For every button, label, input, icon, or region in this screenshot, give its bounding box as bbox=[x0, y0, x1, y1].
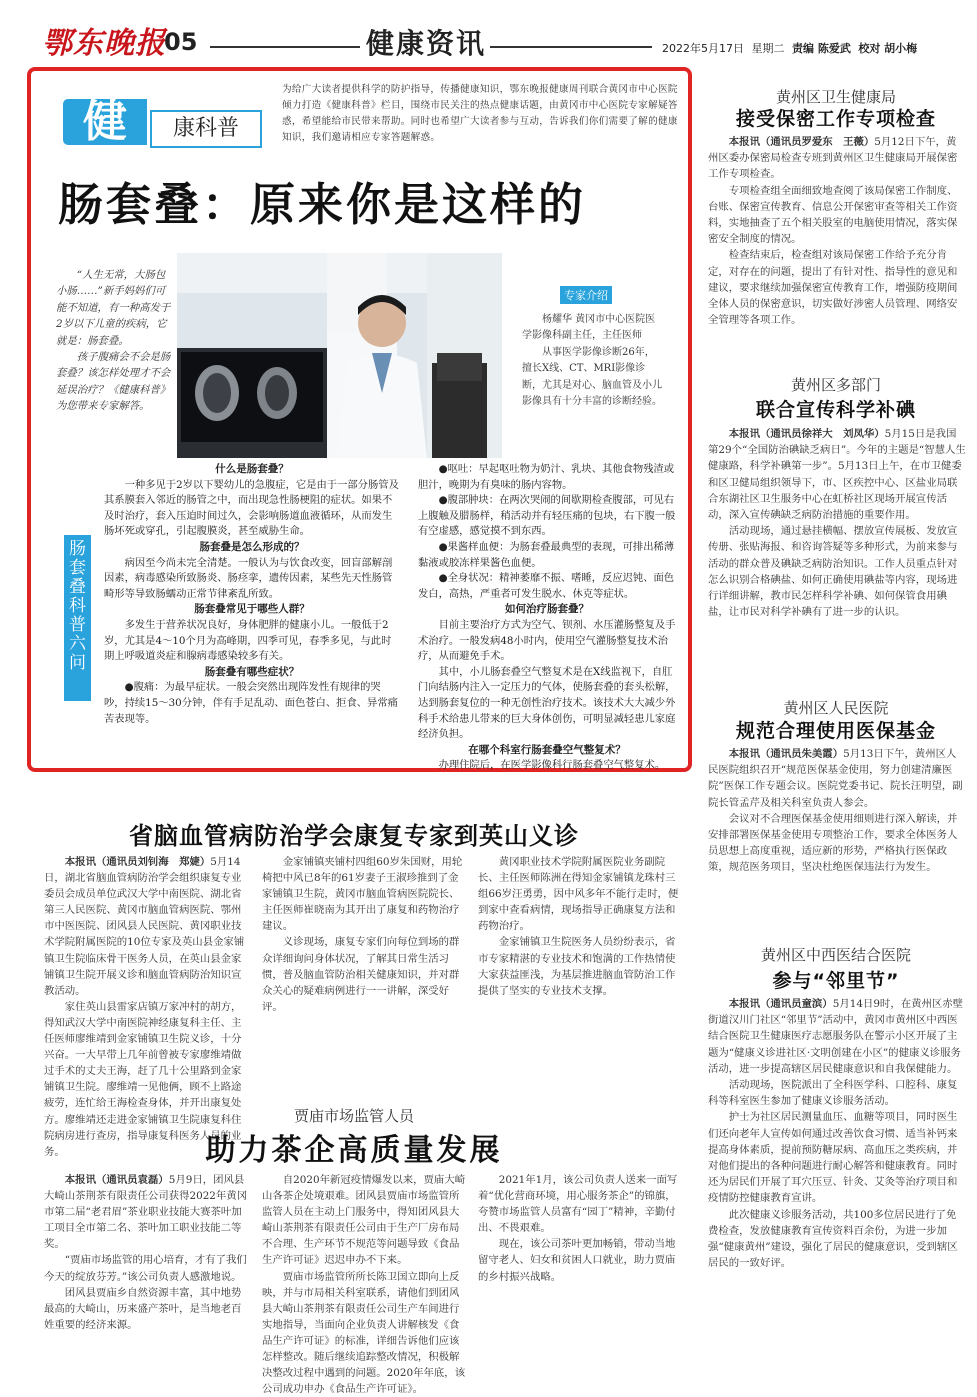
body-text: 5月13日下午，黄州区人民医院组织召开“规范医保基金使用，努力创建清廉医院”医保工作专题会议。医院党委书记、院长汪明望，副院长管孟芹及相关科室负责人参会。 bbox=[708, 748, 963, 809]
question-heading: 肠套叠有哪些症状？ bbox=[204, 665, 300, 678]
byline: 本报讯（通讯员童滨） bbox=[728, 998, 833, 1010]
article-column bbox=[262, 1172, 467, 1397]
vertical-label: 肠套叠科普六问 bbox=[64, 535, 91, 701]
byline: 本报讯（通讯员刘钊海 郑婕） bbox=[64, 856, 211, 868]
article-column bbox=[478, 854, 683, 999]
page-number: 05 bbox=[164, 28, 198, 56]
byline: 本报讯（通讯员罗爱东 王薇） bbox=[728, 136, 875, 148]
byline: 本报讯（通讯员徐祥大 刘凤华） bbox=[728, 428, 885, 440]
section-title: 健康资讯 bbox=[365, 27, 486, 60]
answer-paragraph: ●全身状况：精神萎靡不振、嗜睡，反应迟钝、面色发白，高热，严重者可发生脱水、休克等症状。 bbox=[418, 572, 675, 600]
body-paragraph: 活动现场，医院派出了全科医学科、口腔科、康复科等科室医生参加了健康义诊服务活动。 bbox=[708, 1079, 958, 1108]
issue-date: 2022年5月17日 bbox=[662, 42, 744, 55]
answer-paragraph: 多发生于营养状况良好，身体肥胖的健康小儿。一般低于2岁，尤其是4～10个月为高峰期，四季可见，春季多见，与此时期上呼吸道炎症和腺病毒感染较多有关。 bbox=[104, 618, 392, 663]
article-kicker: 黄州区人民医院 bbox=[783, 699, 889, 717]
answer-paragraph: 病因至今尚未完全清楚。一般认为与饮食改变，回盲部解剖因素，病毒感染所致肠炎、肠痉挛，遗传因素，某些先天性肠管畸形等导致肠蠕动正常节律紊乱所致。 bbox=[104, 556, 393, 600]
body-paragraph: 护士为社区居民测量血压、血糖等项目，同时医生们还向老年人宣传如何通过改善饮食习惯、适当补钙来提高身体素质，提前预防糖尿病、高血压之类疾病，并对他们提出的各种问题进行耐心解答和健康教育。同时还为居民们开展了耳穴压豆、针灸、艾灸等治疗项目和疫情防控健康教育宣讲。 bbox=[708, 1111, 958, 1205]
column-name: 康科普 bbox=[150, 110, 262, 148]
body-paragraph: 贾庙市场监管所所长陈卫国立即向上反映，并与市局相关科室联系，请他们到团风县大崎山茶荆茶有限责任公司生产车间进行实地指导，当面向企业负责人讲解核发《食品生产许可证》的标准，详细告诉他们应该怎样整改。随后继续追踪整改情况，积极解决整改过程中遇到的问题。2020年年底，该公司成功申办《食品生产许可证》。 bbox=[262, 1270, 466, 1396]
editor-credit: 责编 陈爱武 bbox=[792, 42, 851, 55]
answer-paragraph: 其中，小儿肠套叠空气整复术是在X线监视下，自肛门向结肠内注入一定压力的气体，使肠套叠的套头松解，达到肠套复位的一种无创性治疗技术。该技术大大减少外科手术给患儿带来的巨大身体创伤，可明显减轻患儿家庭经济负担。 bbox=[418, 665, 676, 741]
article-body bbox=[708, 134, 966, 328]
article-kicker: 黄州区卫生健康局 bbox=[775, 88, 896, 106]
article-headline: 省脑血管病防治学会康复专家到英山义诊 bbox=[129, 822, 579, 850]
doctor-photo bbox=[177, 253, 502, 458]
body-text: 5月14日，湖北省脑血管病防治学会组织康复专业委员会成员单位武汉大学中南医院、湖北省第三人民医院、黄冈市脑血管病医院、鄂州市中医医院、团风县人民医院、黄冈职业技术学院附属医院的10位专家及英山县金家铺镇卫生院临床骨干医务人员，在英山县金家铺镇卫生院开展义诊和脑血管病防治知识宣教活动。 bbox=[44, 856, 245, 997]
article-headline: 助力茶企高质量发展 bbox=[205, 1133, 503, 1168]
lead-paragraph: 孩子腹痛会不会是肠套叠？该怎样处理才不会延误治疗？《健康科普》为您带来专家解答。 bbox=[56, 351, 171, 413]
answer-paragraph: 一种多见于2岁以下婴幼儿的急腹症，它是由于一部分肠管及其系膜套入邻近的肠管之中，而出现急性肠梗阻的症状。如果不及时治疗，套入压迫时间过久，会影响肠道血液循环，从而发生肠坏死或穿孔，引起腹膜炎，甚至威胁生命。 bbox=[104, 478, 399, 538]
body-text: 5月15日是我国第29个“全国防治碘缺乏病日”。今年的主题是“智慧人生健康路，科学补碘第一步”。5月13日上午，在市卫健委和区卫健局组织领导下，市、区疾控中心、区盐业局联合东湖社区卫生服务中心在虹桥社区现场开展宣传活动，深入宣传碘缺乏病防治措施的重要作用。 bbox=[708, 428, 966, 522]
article-body bbox=[708, 746, 966, 876]
column-mark: 健 bbox=[60, 96, 150, 148]
body-paragraph: 金家铺镇卫生院医务人员纷纷表示，省市专家精湛的专业技术和饱满的工作热情使大家获益匪浅，为基层推进脑血管防治工作提供了坚实的专业技术支撑。 bbox=[478, 936, 676, 997]
issue-info bbox=[662, 40, 921, 56]
header-rule-left bbox=[210, 46, 360, 48]
byline: 本报讯（通讯员朱美霞） bbox=[728, 748, 844, 760]
feature-headline: 肠套叠：原来你是这样的 bbox=[58, 178, 587, 231]
article-body bbox=[708, 426, 966, 620]
newspaper-logo: 鄂东晚报 bbox=[42, 26, 166, 61]
article-column bbox=[262, 854, 467, 1015]
article-kicker: 贾庙市场监管人员 bbox=[293, 1107, 414, 1125]
body-paragraph: 活动现场，通过悬挂横幅、摆放宣传展板、发放宣传册、张贴海报、和咨询答疑等多种形式，为前来参与活动的群众普及碘缺乏病防治知识。工作人员重点针对怎么识别合格碘盐、如何正确使用碘盐等内容，现场进行详细讲解，教市民怎样科学补碘、如何保管食用碘盐，让市民对科学补碘有了进一步的认识。 bbox=[708, 525, 958, 619]
expert-title: 杨耀华 黄冈市中心医院医学影像科副主任，主任医师 bbox=[522, 314, 656, 342]
qa-column-left bbox=[104, 462, 400, 727]
expert-intro bbox=[522, 312, 662, 410]
answer-paragraph: ●腹部肿块：在两次哭闹的间歇期检查腹部，可见右上腹触及腊肠样，稍活动并有轻压痛的包块，右下腹一般有空虚感，感觉摸不到东西。 bbox=[418, 494, 676, 538]
body-paragraph: 家住英山县雷家店镇万家冲村的胡方，得知武汉大学中南医院神经康复科主任、主任医师廖维靖到金家铺镇卫生院义诊，十分兴奋。一大早带上几年前曾被专家廖维靖做过手术的丈夫王海，赶了几十公里路到金家铺镇卫生院。廖维靖一见他俩，顾不上路途疲劳，连忙给王海检查身体，并开出康复处方。廖维靖还走进金家铺镇卫生院康复科住院病房进行查房，指导康复科医务人员的业务。 bbox=[44, 1000, 242, 1158]
feature-lead-quote bbox=[56, 267, 172, 415]
qa-column-right bbox=[418, 462, 676, 774]
answer-paragraph: ●呕吐：早起呕吐物为奶汁、乳块、其他食物残渣或胆汁，晚期为有臭味的肠内容物。 bbox=[418, 463, 675, 491]
body-paragraph: 金家铺镇夹铺村四组60岁朱国财，用轮椅把中风已8年的61岁妻子王淑珍推到了金家铺镇卫生院，黄冈市脑血管病医院院长、主任医师崔晓南为其开出了康复和药物治疗建议。 bbox=[262, 856, 463, 933]
body-paragraph: “贾庙市场监管的用心培育，才有了我们今天的绽放芬芳。”该公司负责人感激地说。 bbox=[44, 1254, 247, 1283]
article-headline: 参与“邻里节” bbox=[772, 970, 900, 992]
expert-tag: 专家介绍 bbox=[560, 286, 612, 304]
body-paragraph: 专项检查组全面细致地查阅了该局保密工作制度、台账、保密宣传教育、信息公开保密审查等相关工作资料，实地抽查了五个相关股室的电脑使用情况，落实保密安全制度的情况。 bbox=[708, 184, 958, 246]
body-paragraph: 检查结束后，检查组对该局保密工作给予充分肯定，对存在的问题，提出了有针对性、指导性的意见和建议，要求继续加强保密宣传教育工作，增强防疫期间全体人员的保密意识，切实做好涉密人员管理、网络安全管理等各项工作。 bbox=[708, 249, 958, 327]
body-paragraph: 义诊现场，康复专家们向每位到场的群众详细询问身体状况，了解其日常生活习惯，普及脑血管防治相关健康知识，并对群众关心的疑难病例进行一一讲解，深受好评。 bbox=[262, 936, 460, 1013]
question-heading: 在哪个科室行肠套叠空气整复术？ bbox=[468, 743, 626, 756]
body-paragraph: 2021年1月，该公司负责人送来一面写着“优化营商环境，用心服务茶企”的锦旗，夸赞市场监管人员富有“园丁”精神，辛勤付出、不畏艰难。 bbox=[478, 1174, 678, 1235]
question-heading: 如何治疗肠套叠？ bbox=[505, 603, 589, 616]
article-headline: 联合宣传科学补碘 bbox=[755, 399, 916, 421]
answer-paragraph: 目前主要治疗方式为空气、钡剂、水压灌肠整复及手术治疗。一般发病48小时内，使用空气灌肠整复技术治疗，从而避免手术。 bbox=[418, 618, 676, 663]
body-paragraph: 此次健康义诊服务活动，共100多位居民进行了免费检查，发放健康教育宣传资料百余份，为进一步加强“健康黄州”建设，强化了居民的健康意识，受到辖区居民的一致好评。 bbox=[708, 1208, 958, 1270]
answer-paragraph: 办理住院后，在医学影像科行肠套叠空气整复术。 bbox=[438, 759, 666, 772]
header-rule-right bbox=[490, 46, 652, 48]
article-kicker: 黄州区多部门 bbox=[790, 376, 881, 394]
question-heading: 肠套叠常见于哪些人群？ bbox=[194, 603, 310, 616]
body-paragraph: 团风县贾庙乡自然资源丰富，其中地势最高的大崎山，历来盛产茶叶，是当地老百姓重要的经济来源。 bbox=[44, 1286, 242, 1331]
question-heading: 什么是肠套叠？ bbox=[215, 463, 289, 475]
expert-bio: 从事医学影像诊断26年，擅长X线、CT、MRI影像诊断，尤其是对心、脑血管及小儿影像具有十分丰富的诊断经验。 bbox=[522, 346, 662, 408]
body-text: 5月9日，团风县大崎山茶荆茶有限责任公司获得2022年黄冈市第二届“老君眉”茶业职业技能大赛茶叶加工项目全市第二名、茶叶加工职业技能二等奖。 bbox=[44, 1174, 248, 1251]
body-paragraph: 会议对不合理医保基金使用细则进行深入解读，并安排部署医保基金使用专项整治工作，要求全体医务人员思想上高度重视，适应新的形势，严格执行医保政策，规范医务项目，坚决杜绝医保违法行为发生。 bbox=[708, 812, 958, 874]
proofreader-credit: 校对 胡小梅 bbox=[858, 42, 918, 55]
body-text: 5月12日下午，黄州区委办保密局检查专班到黄州区卫生健康局开展保密工作专项检查。 bbox=[708, 136, 958, 181]
body-text: 5月14日9时，在黄州区赤壁街道汉川门社区“邻里节”活动中，黄冈市黄州区中西医结合医院卫生健康医疗志愿服务队在警示小区开展了主题为“健康义诊进社区·文明创建在小区”的健康义诊服务活动，进一步提高辖区居民健康意识和自我保健能力。 bbox=[708, 998, 964, 1075]
answer-paragraph: ●腹痛：为最早症状。一般会突然出现阵发性有规律的哭吵，持续15～30分钟，伴有手足乱动、面色苍白、拒食、异常痛苦表现等。 bbox=[104, 681, 398, 725]
body-paragraph: 自2020年新冠疫情爆发以来，贾庙大崎山各茶企处境艰难。团风县贾庙市场监管所监管人员在主动上门服务中，得知团风县大崎山茶荆茶有限责任公司由于生产厂房布局不合理、生产环节不规范等问题导致《食品生产许可证》迟迟申办不下来。 bbox=[262, 1174, 466, 1267]
answer-paragraph: ●果酱样血便：为肠套叠最典型的表现，可排出稀薄黏液或胶冻样果酱色血便。 bbox=[418, 540, 675, 569]
article-headline: 接受保密工作专项检查 bbox=[735, 108, 936, 130]
byline: 本报讯（通讯员袁磊） bbox=[64, 1174, 169, 1186]
article-body bbox=[708, 996, 966, 1271]
article-column bbox=[44, 1172, 249, 1333]
body-paragraph: 现在，该公司茶叶更加畅销，带动当地留守老人、妇女和贫困人口就业，助力贾庙的乡村振兴战略。 bbox=[478, 1238, 676, 1283]
article-kicker: 黄州区中西医结合医院 bbox=[760, 946, 911, 964]
question-heading: 肠套叠是怎么形成的？ bbox=[199, 540, 305, 553]
article-column bbox=[478, 1172, 683, 1285]
article-headline: 规范合理使用医保基金 bbox=[735, 720, 936, 742]
lead-paragraph: “人生无常，大肠包小肠……”新手妈妈们可能不知道，有一种高发于2岁以下儿童的疾病，它就是：肠套叠。 bbox=[56, 269, 171, 347]
body-paragraph: 黄冈职业技术学院附属医院业务副院长、主任医师陈洲在得知金家铺镇龙珠村三组66岁汪勇勇，因中风多年不能行走时，便到家中查看病情，现场指导正确康复方法和药物治疗。 bbox=[478, 856, 679, 933]
issue-weekday: 星期二 bbox=[751, 42, 785, 55]
column-intro: 为给广大读者提供科学的防护指导，传播健康知识，鄂东晚报健康周刊联合黄冈市中心医院倾力打造《健康科普》栏目，围绕市民关注的热点健康话题，由黄冈市中心医院专家解疑答惑，希望能给市民带来帮助。同时也希望广大读者参与互动，告诉我们你们需要了解的健康知识，我们邀请相应专家答题解惑。 bbox=[282, 84, 678, 143]
